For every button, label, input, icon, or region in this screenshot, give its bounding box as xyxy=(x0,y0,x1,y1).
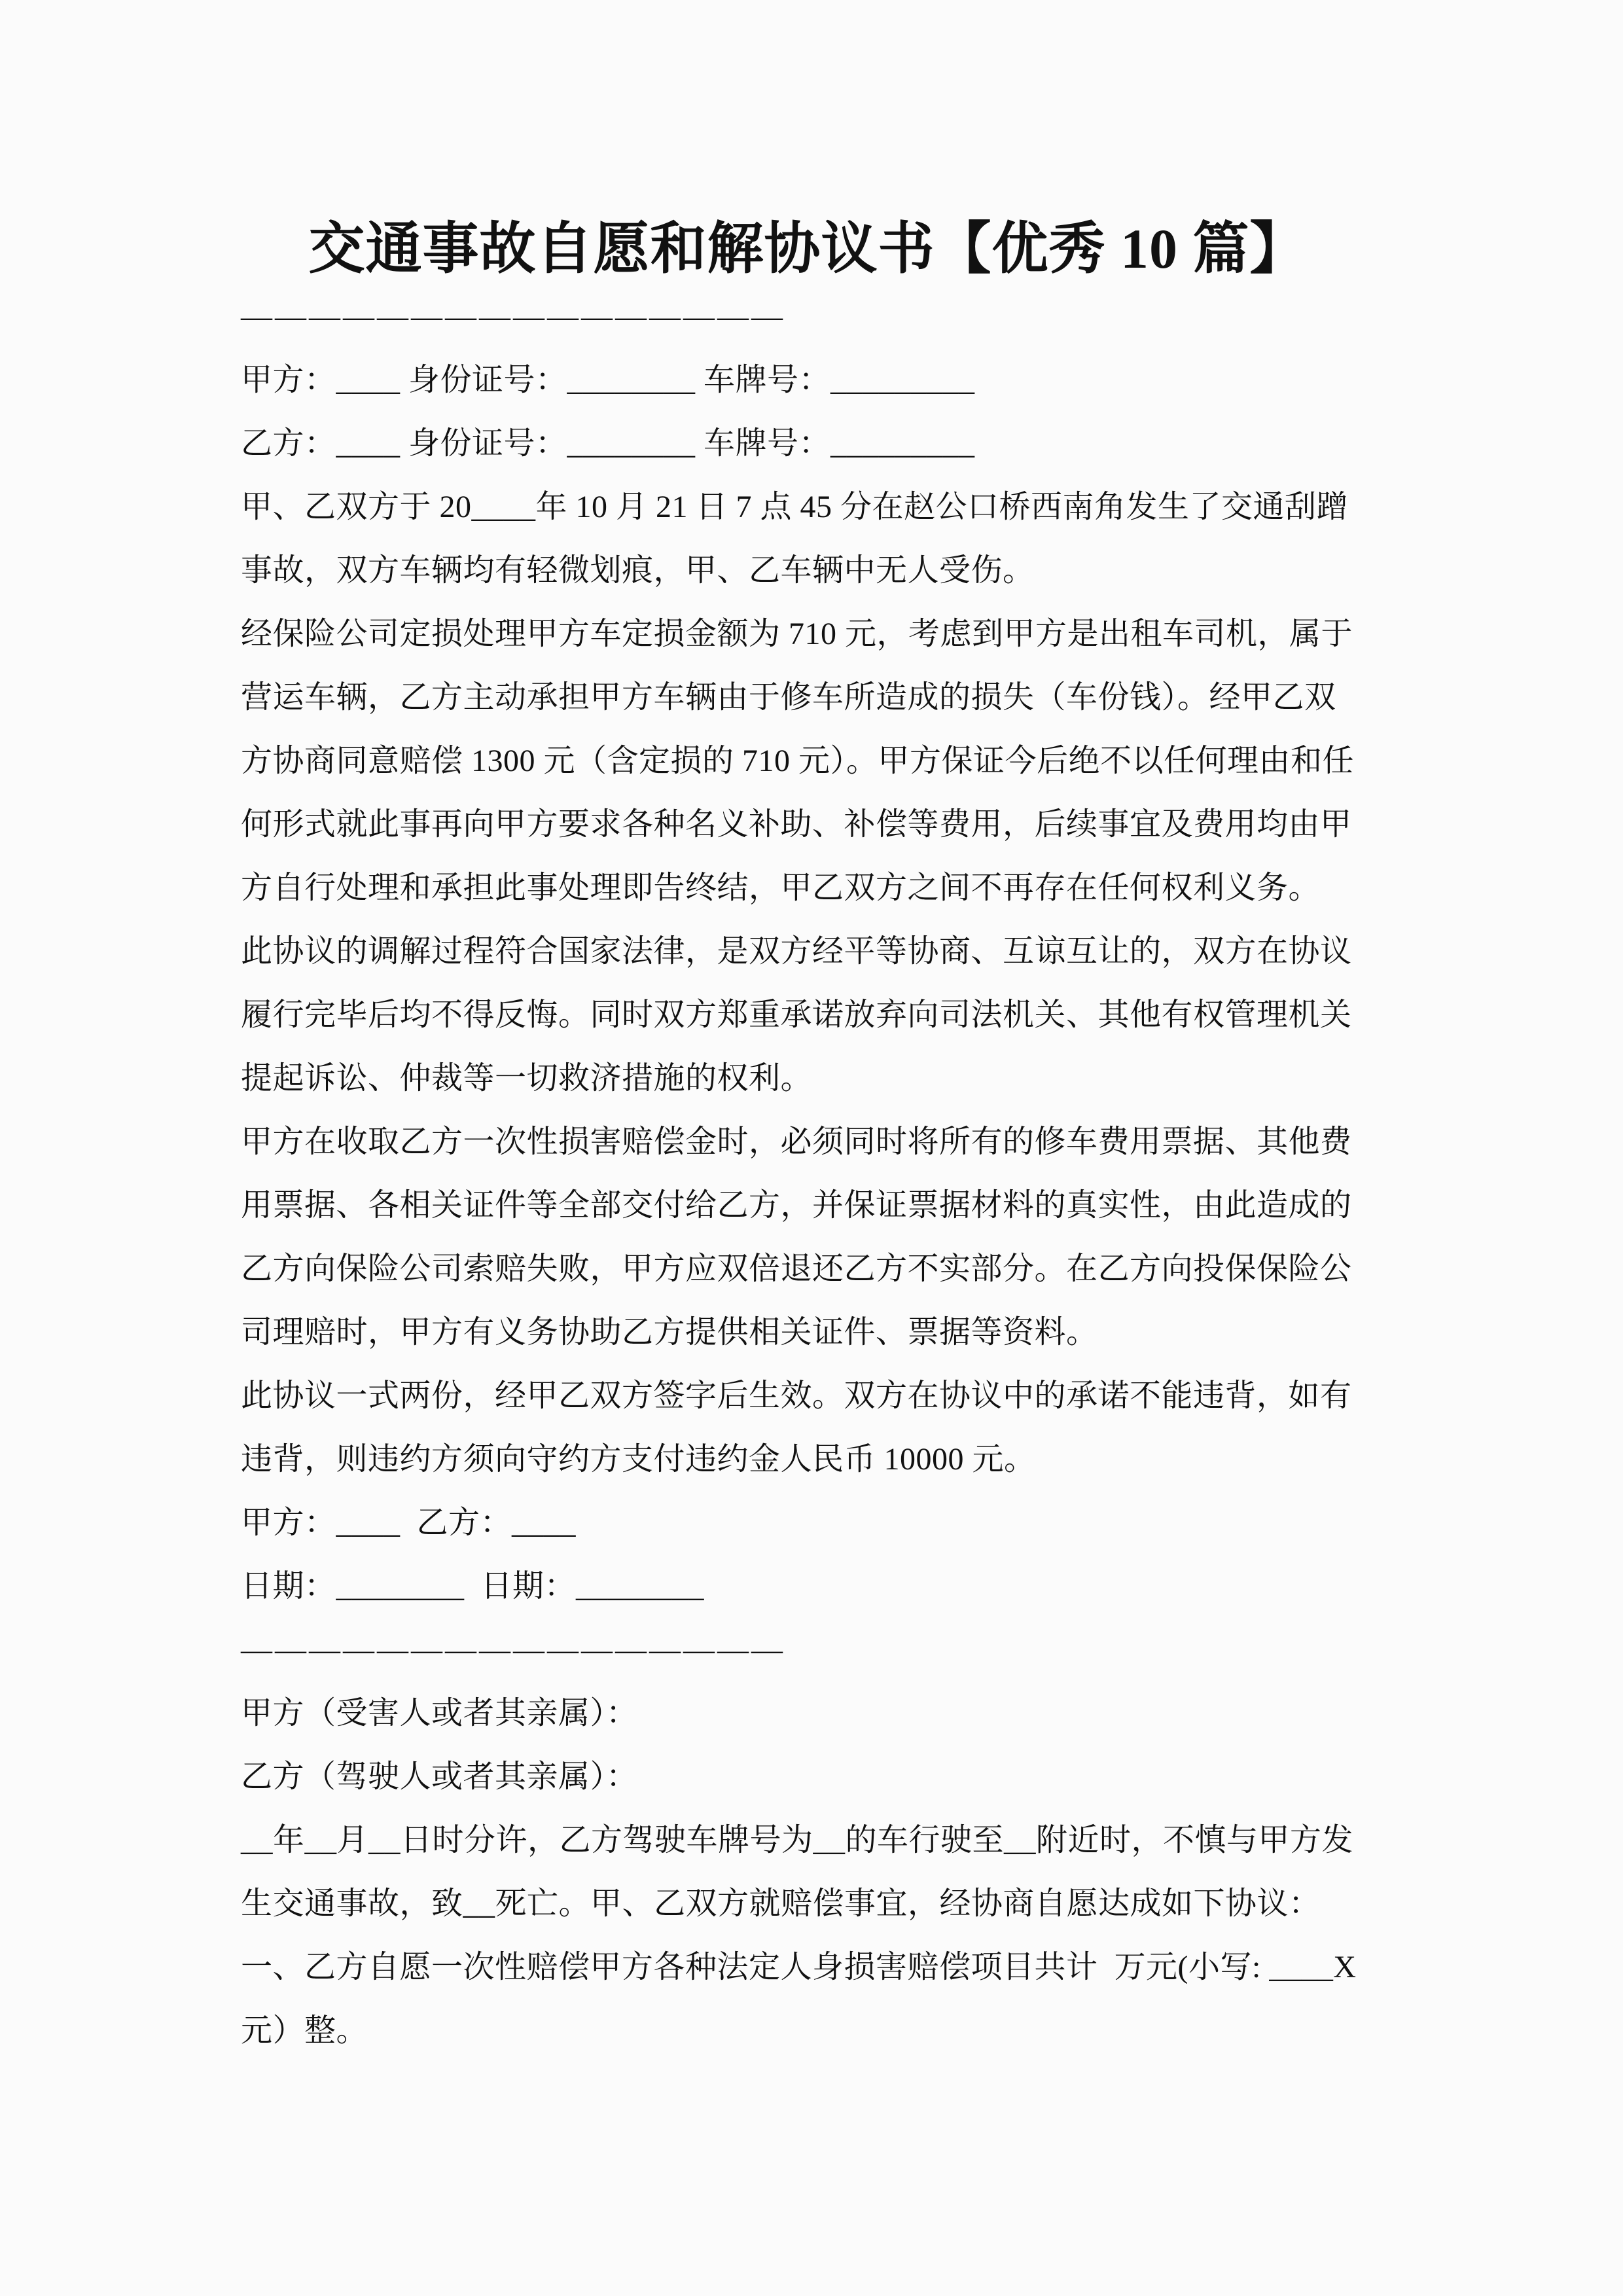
body-line: 何形式就此事再向甲方要求各种名义补助、补偿等费用，后续事宜及费用均由甲 xyxy=(241,807,1352,842)
body-line: 乙方向保险公司索赔失败，甲方应双倍退还乙方不实部分。在乙方向投保保险公 xyxy=(241,1251,1352,1286)
body-line: 违背，则违约方须向守约方支付违约金人民币 10000 元。 xyxy=(241,1442,1036,1477)
body-line: 经保险公司定损处理甲方车定损金额为 710 元，考虑到甲方是出租车司机，属于 xyxy=(241,617,1353,651)
date-line: 日期：________ 日期：________ xyxy=(241,1569,705,1604)
document-title: 交通事故自愿和解协议书【优秀 10 篇】 xyxy=(308,217,1307,280)
body-line: 此协议的调解过程符合国家法律，是双方经平等协商、互谅互让的，双方在协议 xyxy=(241,934,1352,969)
signature-line: 甲方：____ 乙方：____ xyxy=(241,1505,577,1540)
party-b-role-line: 乙方（驾驶人或者其亲属）： xyxy=(241,1759,638,1794)
party-a-info-line: 甲方：____ 身份证号：________ 车牌号：_________ xyxy=(241,363,975,397)
body-line: 用票据、各相关证件等全部交付给乙方，并保证票据材料的真实性，由此造成的 xyxy=(241,1188,1352,1223)
divider-rule-middle: ———————————————— xyxy=(241,1632,785,1667)
body-line: 履行完毕后均不得反悔。同时双方郑重承诺放弃向司法机关、其他有权管理机关 xyxy=(241,997,1352,1032)
body-line: 此协议一式两份，经甲乙双方签字后生效。双方在协议中的承诺不能违背，如有 xyxy=(241,1378,1352,1413)
body-line: 甲方在收取乙方一次性损害赔偿金时，必须同时将所有的修车费用票据、其他费 xyxy=(241,1124,1352,1159)
body-line: 元）整。 xyxy=(241,2013,368,2048)
body-line: 甲、乙双方于 20____年 10 月 21 日 7 点 45 分在赵公口桥西南角发生了交通刮蹭 xyxy=(241,490,1349,524)
party-b-info-line: 乙方：____ 身份证号：________ 车牌号：_________ xyxy=(241,426,975,461)
body-line: 营运车辆，乙方主动承担甲方车辆由于修车所造成的损失（车份钱）。经甲乙双 xyxy=(241,680,1336,715)
body-line: __年__月__日时分许，乙方驾驶车牌号为__的车行驶至__附近时，不慎与甲方发 xyxy=(241,1823,1354,1857)
body-line: 一、乙方自愿一次性赔偿甲方各种法定人身损害赔偿项目共计 万元(小写: ____X xyxy=(241,1950,1357,1984)
body-line: 提起诉讼、仲裁等一切救济措施的权利。 xyxy=(241,1061,813,1096)
body-line: 方自行处理和承担此事处理即告终结，甲乙双方之间不再存在任何权利义务。 xyxy=(241,870,1321,905)
body-line: 事故，双方车辆均有轻微划痕，甲、乙车辆中无人受伤。 xyxy=(241,553,1035,588)
body-line: 司理赔时，甲方有义务协助乙方提供相关证件、票据等资料。 xyxy=(241,1315,1098,1350)
body-line: 方协商同意赔偿 1300 元（含定损的 710 元）。甲方保证今后绝不以任何理由和任 xyxy=(241,744,1355,778)
body-line: 生交通事故，致__死亡。甲、乙双方就赔偿事宜，经协商自愿达成如下协议： xyxy=(241,1886,1321,1921)
divider-rule-top: ———————————————— xyxy=(241,299,785,334)
party-a-role-line: 甲方（受害人或者其亲属）： xyxy=(241,1696,638,1731)
